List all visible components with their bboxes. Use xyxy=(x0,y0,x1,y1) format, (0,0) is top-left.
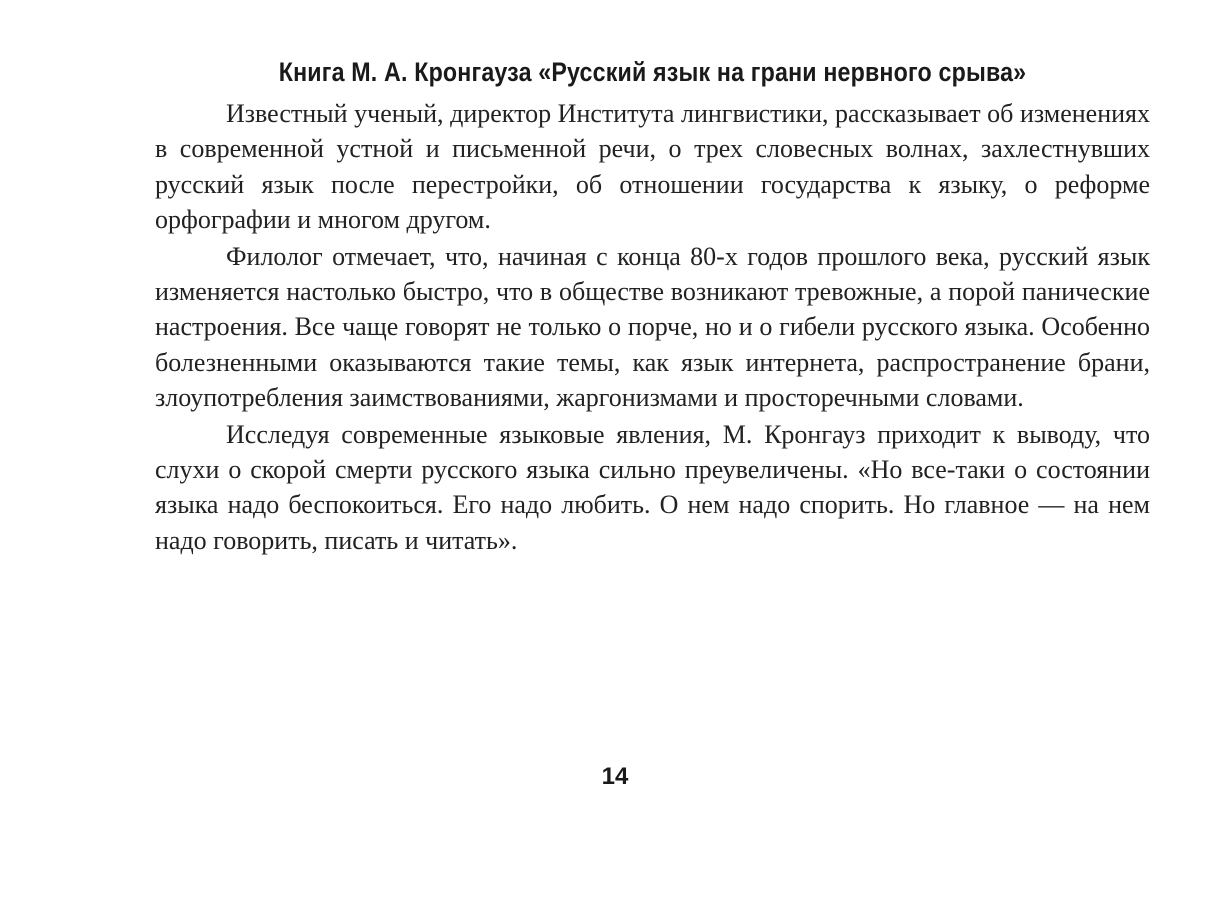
page-title: Книга М. А. Кронгауза «Русский язык на грани нервного срыва» xyxy=(278,57,1027,87)
page-number: 14 xyxy=(601,763,629,790)
paragraph-conclusion: Исследуя современные языковые явления, М. Кронгауз приходит к выводу, что слухи о скорой смерти русского языка сильно преувеличены. «Но все-таки о состоянии языка надо беспокоиться. Его надо любить. О нем надо спорить. Но главное — на нем надо говорить, писать и читать». xyxy=(155,419,1150,555)
document-page xyxy=(155,52,1150,559)
paragraph-philologist: Филолог отмечает, что, начиная с конца 80-х годов прошлого века, русский язык изменяется настолько быстро, что в обществе возникают тревожные, а порой панические настроения. Все чаще говорят не только о порче, но и о гибели русского языка. Особенно болезненными оказываются такие темы, как язык интернета, распространение брани, злоупотребления заимствованиями, жаргонизмами и просторечными словами. xyxy=(155,241,1150,413)
paragraph-intro: Известный ученый, директор Института лингвистики, рассказывает об изменениях в современной устной и письменной речи, о трех словесных волнах, захлестнувших русский язык после перестройки, об отношении государства к языку, о реформе орфографии и многом другом. xyxy=(155,99,1150,235)
